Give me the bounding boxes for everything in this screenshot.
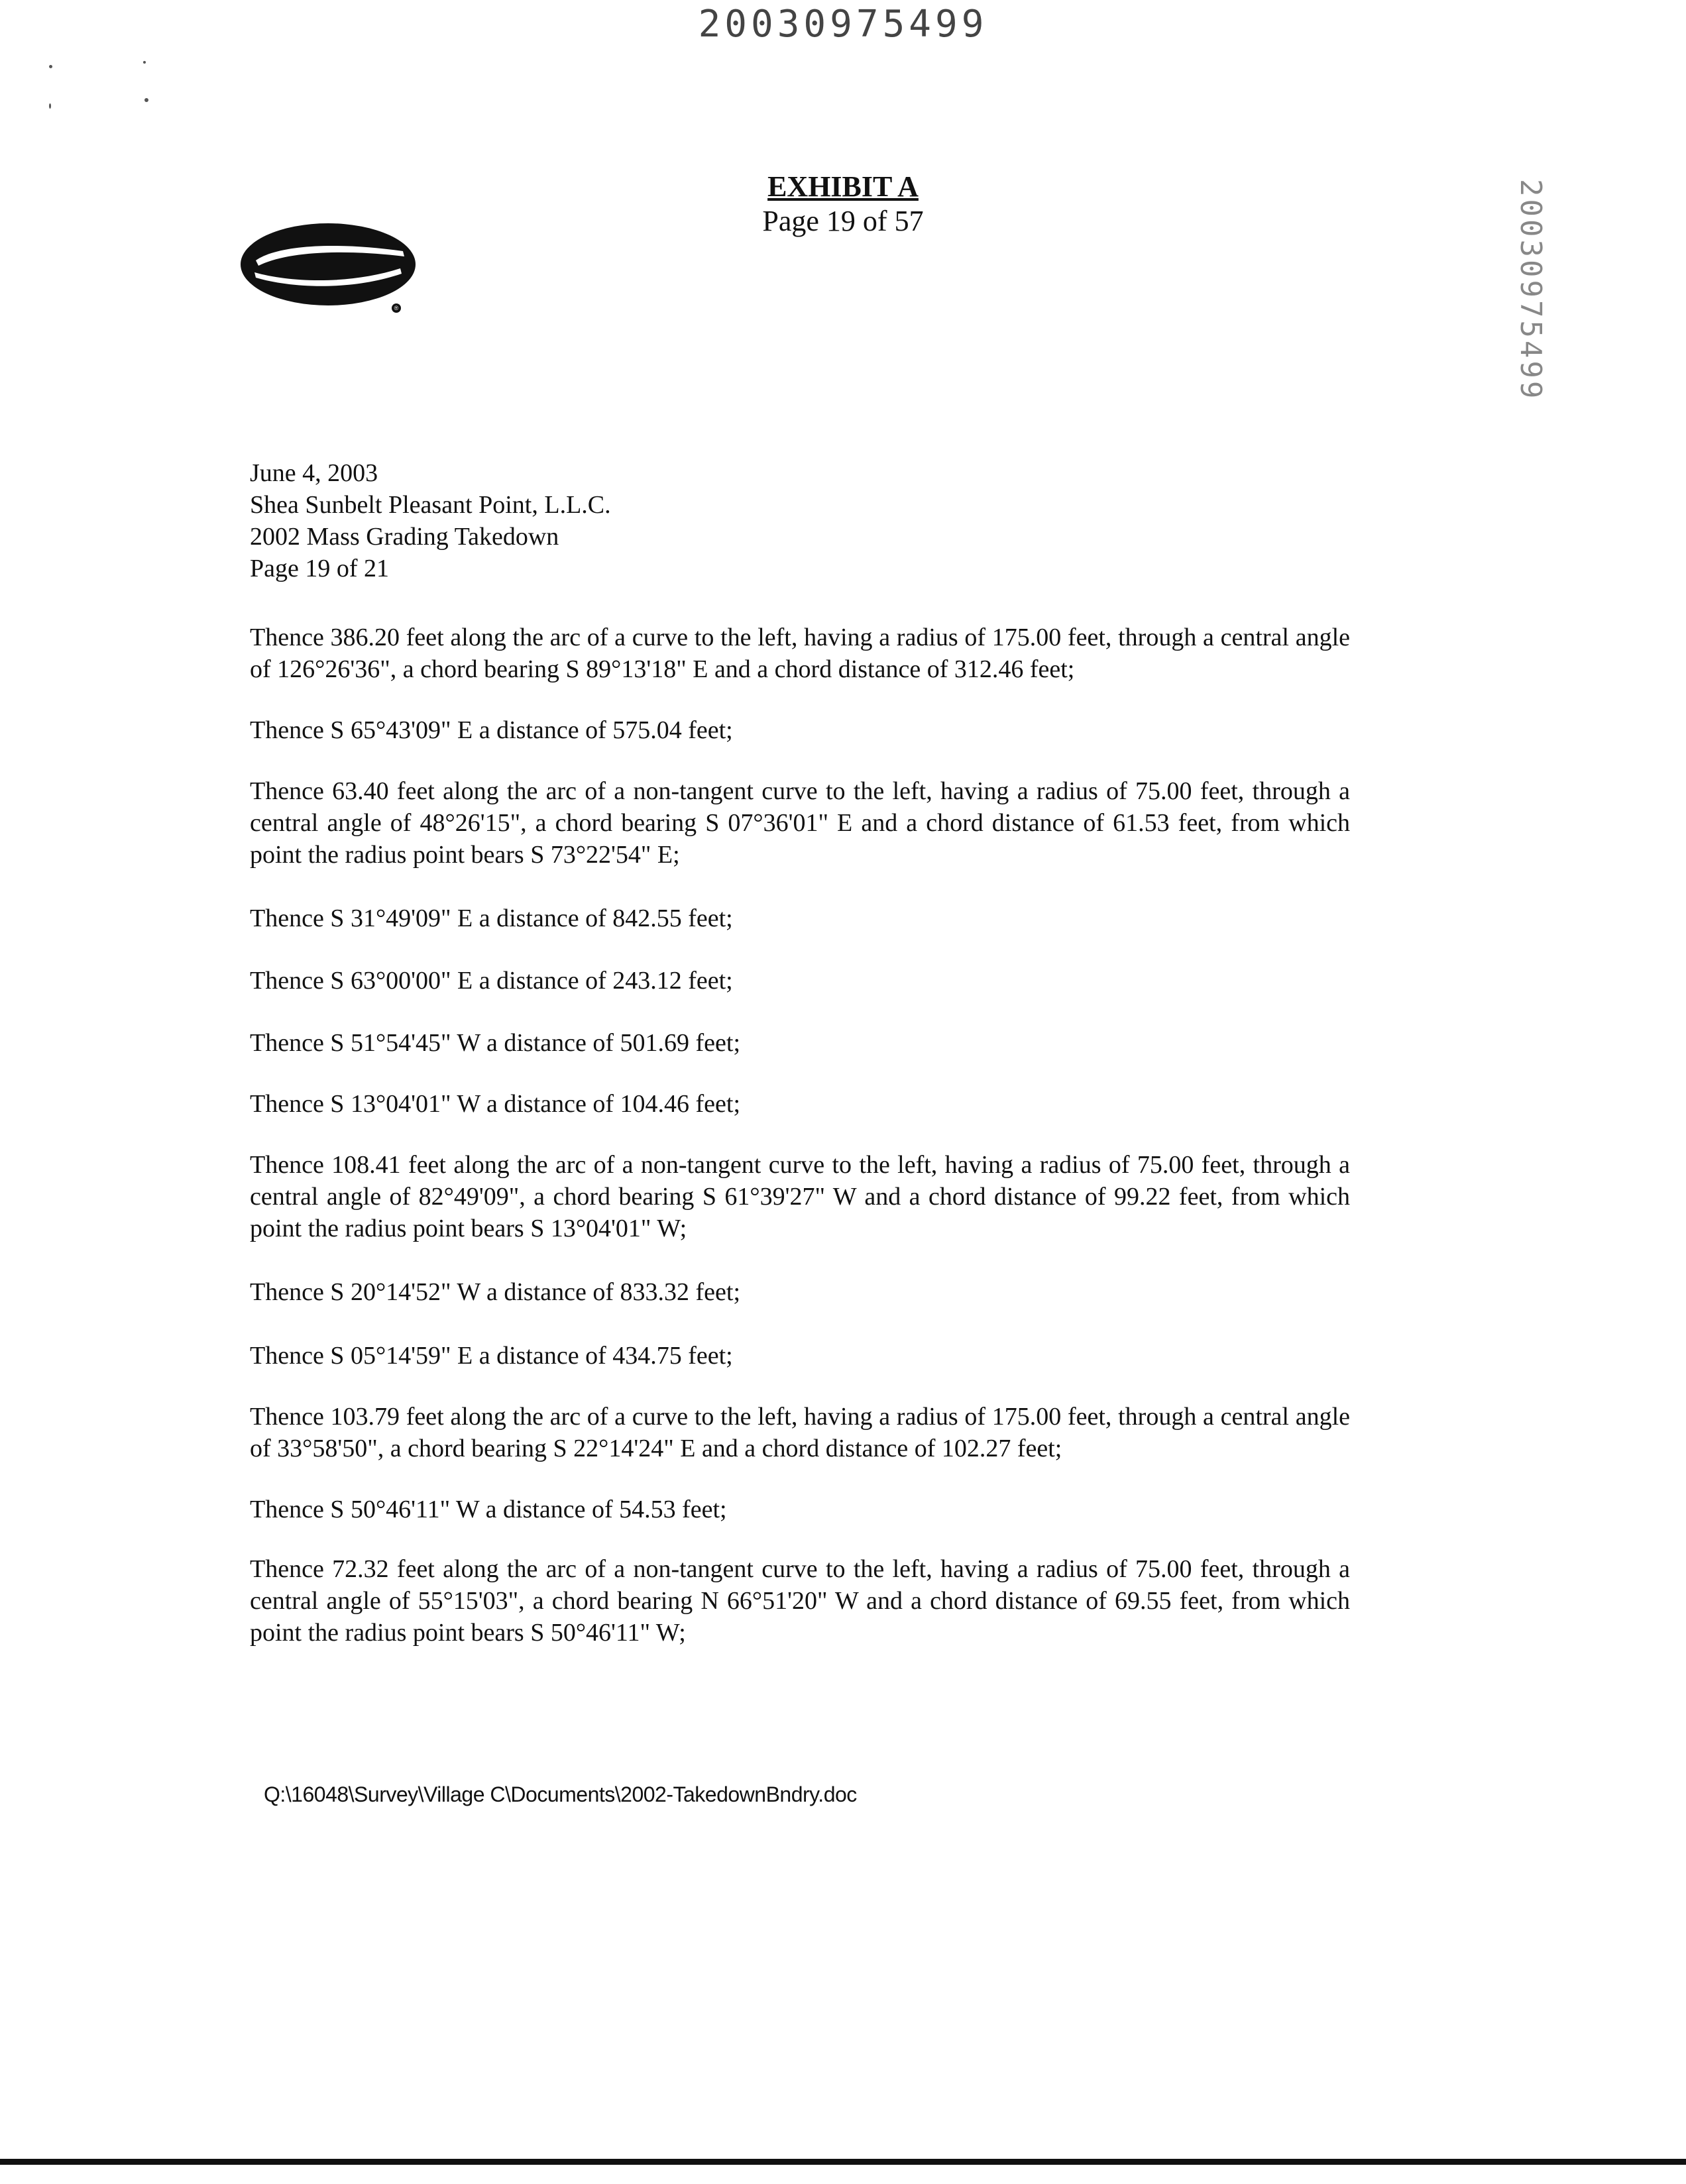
footer-file-path: Q:\16048\Survey\Village C\Documents\2002-TakedownBndry.doc [264,1782,857,1806]
scan-speck [49,103,51,109]
course-paragraph: Thence S 20°14'52" W a distance of 833.32 feet; [250,1278,741,1306]
course-paragraph: Thence S 50°46'11" W a distance of 54.53 feet; [250,1496,727,1523]
course-paragraph: Thence 72.32 feet along the arc of a non-tangent curve to the left, having a radius of 75.00 feet, through a central angle of 55°15'03", a chord bearing N 66°51'20" W and a chord distance of 69.55 feet, from which point the radius point bears S 50°46'11" W; [250,1555,1350,1647]
course-paragraph: Thence 63.40 feet along the arc of a non-tangent curve to the left, having a radius of 75.00 feet, through a central angle of 48°26'15", a chord bearing S 07°36'01" E and a chord distance of 61.53 feet, from which point the radius point bears S 73°22'54" E; [250,777,1350,869]
course-paragraph: Thence S 65°43'09" E a distance of 575.04 feet; [250,716,733,744]
side-stamp: 20030975499 [1514,179,1547,402]
course-paragraph: Thence 108.41 feet along the arc of a non-tangent curve to the left, having a radius of 75.00 feet, through a central angle of 82°49'09", a chord bearing S 61°39'27" W and a chord distance of 99.22 feet, from which point the radius point bears S 13°04'01" W; [250,1151,1350,1242]
scan-speck [143,61,146,64]
course-paragraph: Thence S 31°49'09" E a distance of 842.55 feet; [250,904,733,932]
course-paragraph: Thence S 51°54'45" W a distance of 501.69 feet; [250,1029,741,1057]
course-paragraph: Thence S 13°04'01" W a distance of 104.46 feet; [250,1090,741,1118]
header-company: Shea Sunbelt Pleasant Point, L.L.C. [250,491,611,519]
document-number: 20030975499 [698,3,988,46]
shea-s-logo-icon [239,222,434,318]
exhibit-title: EXHIBIT A [767,170,919,203]
exhibit-page: Page 19 of 57 [762,205,924,237]
header-project: 2002 Mass Grading Takedown [250,523,559,551]
course-paragraph: Thence S 05°14'59" E a distance of 434.75 feet; [250,1342,733,1370]
letter-header [250,457,611,584]
course-paragraph: Thence 386.20 feet along the arc of a curve to the left, having a radius of 175.00 feet, through a central angle of 126°26'36", a chord bearing S 89°13'18" E and a chord distance of 312.46 feet; [250,624,1350,683]
scan-speck [49,65,52,68]
registered-mark: ® [394,305,399,311]
scan-speck [144,98,148,102]
bottom-rule [0,2159,1686,2165]
course-paragraph: Thence S 63°00'00" E a distance of 243.12 feet; [250,967,733,995]
header-date: June 4, 2003 [250,459,378,487]
course-paragraph: Thence 103.79 feet along the arc of a curve to the left, having a radius of 175.00 feet, through a central angle of 33°58'50", a chord bearing S 22°14'24" E and a chord distance of 102.27 feet; [250,1403,1350,1462]
header-page: Page 19 of 21 [250,555,390,582]
